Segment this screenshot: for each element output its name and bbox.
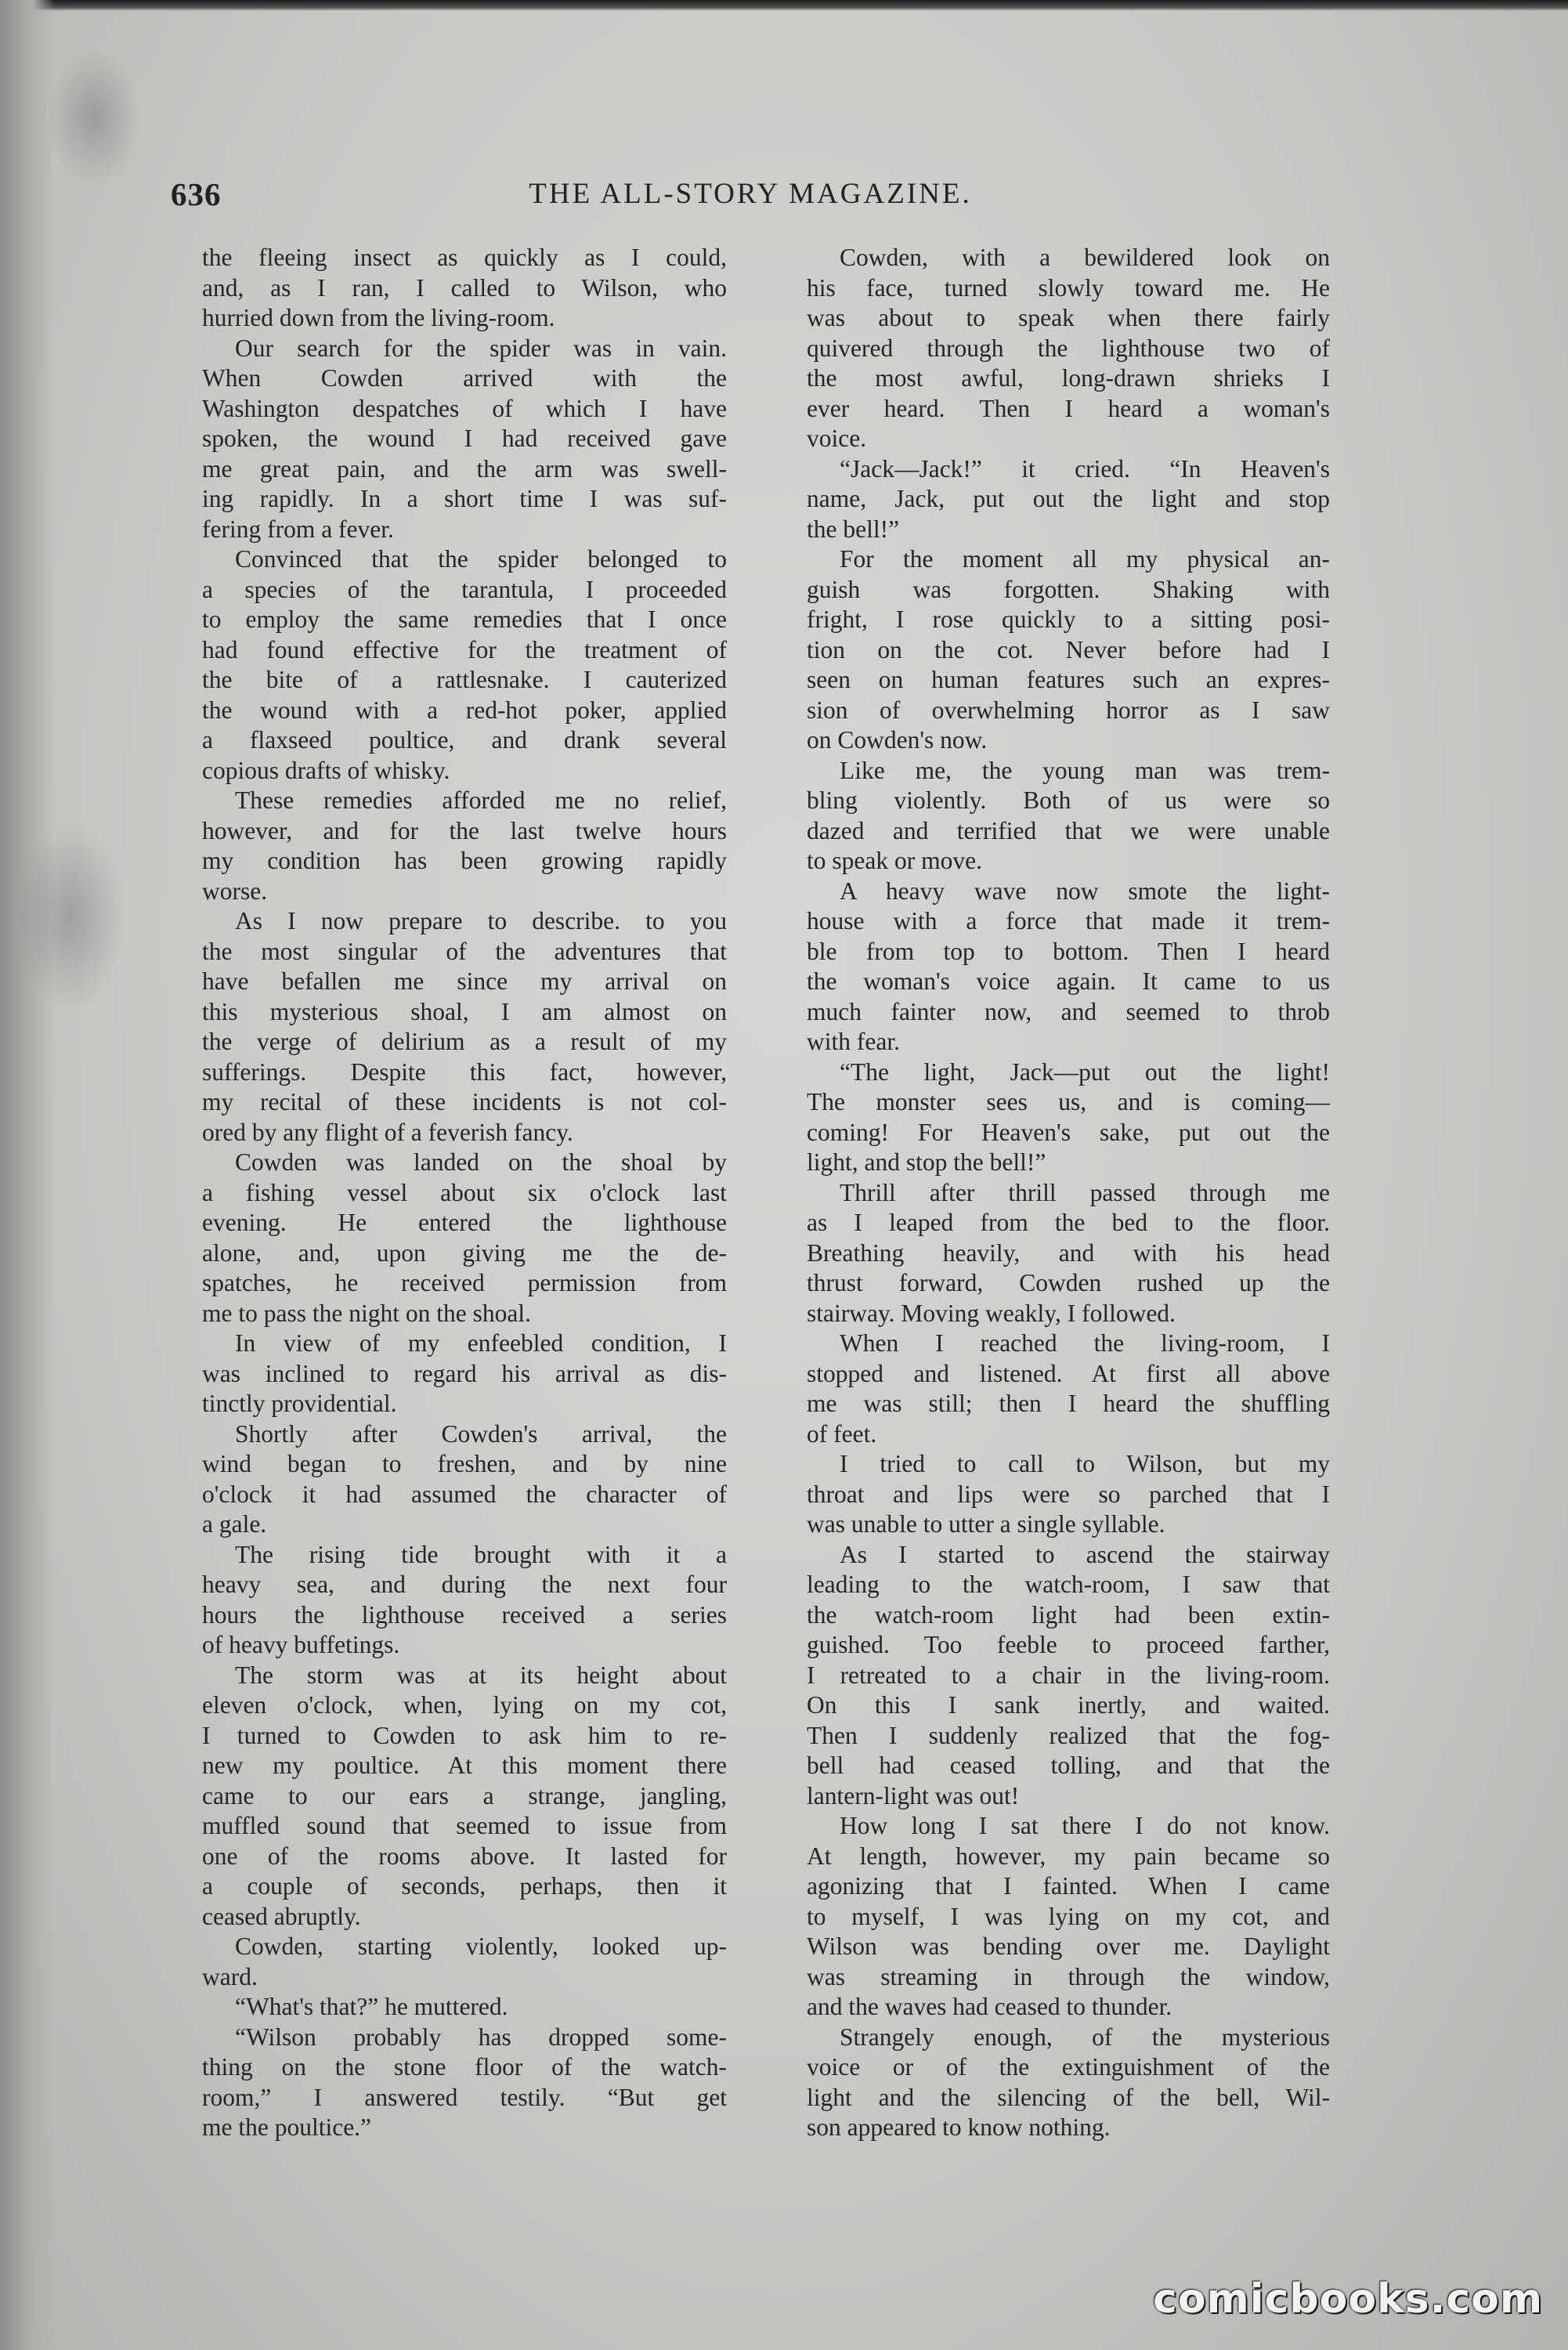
- text-line: was inclined to regard his arrival as dis-: [202, 1359, 727, 1387]
- text-line: thrust forward, Cowden rushed up the: [807, 1269, 1330, 1296]
- text-line: Wilson was bending over me. Daylight: [807, 1932, 1330, 1960]
- text-line: Thrill after thrill passed through me: [840, 1178, 1330, 1206]
- text-line: room,” I answered testily. “But get: [202, 2083, 727, 2111]
- text-line: thing on the stone floor of the watch-: [202, 2053, 727, 2081]
- text-line: came to our ears a strange, jangling,: [202, 1781, 727, 1810]
- text-line: sufferings. Despite this fact, however,: [202, 1058, 727, 1086]
- text-line: wind began to freshen, and by nine: [202, 1450, 727, 1477]
- site-watermark: comicbooks.com: [1153, 2276, 1544, 2323]
- text-line: stopped and listened. At first all above: [807, 1359, 1330, 1387]
- text-line: Breathing heavily, and with his head: [807, 1238, 1330, 1267]
- text-line: Cowden, starting violently, looked up-: [235, 1932, 727, 1960]
- text-line: Convinced that the spider belonged to: [235, 545, 727, 573]
- text-line: As I started to ascend the stairway: [840, 1540, 1330, 1568]
- text-line: light and the silencing of the bell, Wil-: [807, 2083, 1330, 2111]
- text-line: guish was forgotten. Shaking with: [807, 575, 1330, 603]
- text-line: dazed and terrified that we were unable: [807, 816, 1330, 844]
- text-line: a flaxseed poultice, and drank several: [202, 726, 727, 754]
- text-line: stairway. Moving weakly, I followed.: [807, 1299, 1176, 1327]
- text-line: Cowden, with a bewildered look on: [840, 244, 1330, 271]
- text-line: A heavy wave now smote the light-: [840, 877, 1330, 905]
- text-line: the bite of a rattlesnake. I cauterized: [202, 666, 727, 693]
- text-line: the fleeing insect as quickly as I could,: [202, 244, 727, 271]
- text-line: and the waves had ceased to thunder.: [807, 1993, 1172, 2020]
- scan-top-edge: [0, 0, 1568, 11]
- text-line: Our search for the spider was in vain.: [235, 334, 727, 362]
- text-line: the most awful, long-drawn shrieks I: [807, 364, 1330, 392]
- text-line: bell had ceased tolling, and that the: [807, 1752, 1330, 1779]
- text-line: of feet.: [807, 1419, 877, 1448]
- text-line: me was still; then I heard the shuffling: [807, 1390, 1330, 1417]
- text-line: bling violently. Both of us were so: [807, 786, 1330, 814]
- text-line: spatches, he received permission from: [202, 1269, 727, 1296]
- page-header: [171, 175, 1330, 215]
- text-line: quivered through the lighthouse two of: [807, 334, 1330, 362]
- text-line: me great pain, and the arm was swell-: [202, 454, 727, 483]
- text-line: ble from top to bottom. Then I heard: [807, 937, 1330, 965]
- text-line: this mysterious shoal, I am almost on: [202, 997, 727, 1025]
- text-line: eleven o'clock, when, lying on my cot,: [202, 1691, 727, 1719]
- text-line: I retreated to a chair in the living-room.: [807, 1661, 1330, 1689]
- text-line: These remedies afforded me no relief,: [235, 786, 727, 814]
- text-line: leading to the watch-room, I saw that: [807, 1571, 1330, 1598]
- text-line: Cowden was landed on the shoal by: [235, 1148, 727, 1176]
- text-line: worse.: [202, 877, 268, 905]
- text-line: son appeared to know nothing.: [807, 2113, 1111, 2141]
- text-line: I tried to call to Wilson, but my: [840, 1450, 1330, 1477]
- text-line: Washington despatches of which I have: [202, 394, 727, 422]
- text-line: tion on the cot. Never before had I: [807, 635, 1330, 663]
- text-line: How long I sat there I do not know.: [840, 1812, 1330, 1839]
- text-line: a gale.: [202, 1510, 267, 1538]
- text-line: was streaming in through the window,: [807, 1962, 1330, 1990]
- text-line: “Jack—Jack!” it cried. “In Heaven's: [840, 454, 1330, 483]
- text-line: name, Jack, put out the light and stop: [807, 485, 1330, 512]
- text-line: lantern-light was out!: [807, 1781, 1020, 1810]
- running-title: THE ALL-STORY MAGAZINE.: [529, 178, 972, 210]
- page-number: 636: [171, 176, 222, 212]
- text-line: to employ the same remedies that I once: [202, 606, 727, 633]
- text-line: “The light, Jack—put out the light!: [840, 1058, 1330, 1086]
- text-line: of heavy buffetings.: [202, 1631, 400, 1658]
- scan-left-edge-shadow: [0, 0, 55, 2350]
- text-line: was about to speak when there fairly: [807, 304, 1330, 331]
- text-line: Then I suddenly realized that the fog-: [807, 1721, 1330, 1749]
- text-line: guished. Too feeble to proceed farther,: [807, 1631, 1330, 1658]
- text-line: “What's that?” he muttered.: [235, 1993, 508, 2020]
- text-line: the verge of delirium as a result of my: [202, 1028, 727, 1055]
- text-line: tinctly providential.: [202, 1390, 397, 1417]
- text-line: alone, and, upon giving me the de-: [202, 1238, 727, 1267]
- text-line: his face, turned slowly toward me. He: [807, 273, 1330, 302]
- text-line: my condition has been growing rapidly: [202, 847, 727, 874]
- paper-stain: [16, 822, 125, 1010]
- text-line: muffled sound that seemed to issue from: [202, 1812, 727, 1839]
- text-line: On this I sank inertly, and waited.: [807, 1691, 1330, 1719]
- text-line: copious drafts of whisky.: [202, 756, 450, 784]
- text-column-right: [807, 243, 1330, 2143]
- text-line: light, and stop the bell!”: [807, 1148, 1046, 1176]
- text-column-left: [202, 243, 727, 2143]
- text-line: one of the rooms above. It lasted for: [202, 1842, 727, 1870]
- text-line: my recital of these incidents is not col-: [202, 1088, 727, 1115]
- text-line: on Cowden's now.: [807, 726, 988, 754]
- text-line: seen on human features such an expres-: [807, 666, 1330, 693]
- text-line: fright, I rose quickly to a sitting posi-: [807, 606, 1330, 633]
- text-line: new my poultice. At this moment there: [202, 1752, 727, 1779]
- text-line: heavy sea, and during the next four: [202, 1571, 727, 1598]
- text-line: When Cowden arrived with the: [202, 364, 727, 392]
- text-line: the wound with a red-hot poker, applied: [202, 696, 727, 724]
- paper-stain: [47, 47, 141, 188]
- text-line: the watch-room light had been extin-: [807, 1600, 1330, 1629]
- text-line: a couple of seconds, perhaps, then it: [202, 1872, 727, 1900]
- text-line: was unable to utter a single syllable.: [807, 1510, 1165, 1538]
- text-line: had found effective for the treatment of: [202, 635, 727, 663]
- text-line: with fear.: [807, 1028, 900, 1055]
- text-line: fering from a fever.: [202, 515, 394, 543]
- text-line: voice or of the extinguishment of the: [807, 2053, 1330, 2081]
- text-line: Shortly after Cowden's arrival, the: [235, 1419, 727, 1448]
- text-line: The rising tide brought with it a: [235, 1540, 727, 1568]
- text-line: At length, however, my pain became so: [807, 1842, 1330, 1870]
- text-line: evening. He entered the lighthouse: [202, 1209, 727, 1236]
- text-line: “Wilson probably has dropped some-: [235, 2023, 727, 2051]
- text-line: as I leaped from the bed to the floor.: [807, 1209, 1330, 1236]
- text-line: throat and lips were so parched that I: [807, 1480, 1330, 1508]
- text-line: ored by any flight of a feverish fancy.: [202, 1118, 573, 1146]
- text-line: a fishing vessel about six o'clock last: [202, 1178, 727, 1206]
- text-line: the most singular of the adventures that: [202, 937, 727, 965]
- text-line: have befallen me since my arrival on: [202, 967, 727, 995]
- text-line: me to pass the night on the shoal.: [202, 1299, 531, 1327]
- text-line: house with a force that made it trem-: [807, 907, 1330, 935]
- text-line: however, and for the last twelve hours: [202, 816, 727, 844]
- text-line: The storm was at its height about: [235, 1661, 727, 1689]
- text-line: hurried down from the living-room.: [202, 304, 555, 331]
- text-line: Strangely enough, of the mysterious: [840, 2023, 1330, 2051]
- text-line: a species of the tarantula, I proceeded: [202, 575, 727, 603]
- text-line: sion of overwhelming horror as I saw: [807, 696, 1330, 724]
- text-line: ever heard. Then I heard a woman's: [807, 394, 1330, 422]
- text-line: I turned to Cowden to ask him to re-: [202, 1721, 727, 1749]
- text-line: spoken, the wound I had received gave: [202, 425, 727, 452]
- text-line: much fainter now, and seemed to throb: [807, 997, 1330, 1025]
- text-line: Like me, the young man was trem-: [840, 756, 1330, 784]
- text-line: When I reached the living-room, I: [840, 1329, 1330, 1357]
- text-line: For the moment all my physical an-: [840, 545, 1330, 573]
- text-line: the woman's voice again. It came to us: [807, 967, 1330, 995]
- text-line: to speak or move.: [807, 847, 982, 874]
- text-line: ceased abruptly.: [202, 1902, 361, 1930]
- text-line: and, as I ran, I called to Wilson, who: [202, 273, 727, 302]
- text-line: In view of my enfeebled condition, I: [235, 1329, 727, 1357]
- text-line: o'clock it had assumed the character of: [202, 1480, 727, 1508]
- text-line: ward.: [202, 1962, 258, 1990]
- text-line: hours the lighthouse received a series: [202, 1600, 727, 1629]
- text-line: coming! For Heaven's sake, put out the: [807, 1118, 1330, 1146]
- text-line: ing rapidly. In a short time I was suf-: [202, 485, 727, 512]
- text-line: me the poultice.”: [202, 2113, 372, 2141]
- text-line: The monster sees us, and is coming—: [807, 1088, 1330, 1115]
- text-line: agonizing that I fainted. When I came: [807, 1872, 1330, 1900]
- text-line: the bell!”: [807, 515, 900, 543]
- text-line: As I now prepare to describe. to you: [235, 907, 727, 935]
- text-line: to myself, I was lying on my cot, and: [807, 1902, 1330, 1930]
- text-line: voice.: [807, 425, 867, 452]
